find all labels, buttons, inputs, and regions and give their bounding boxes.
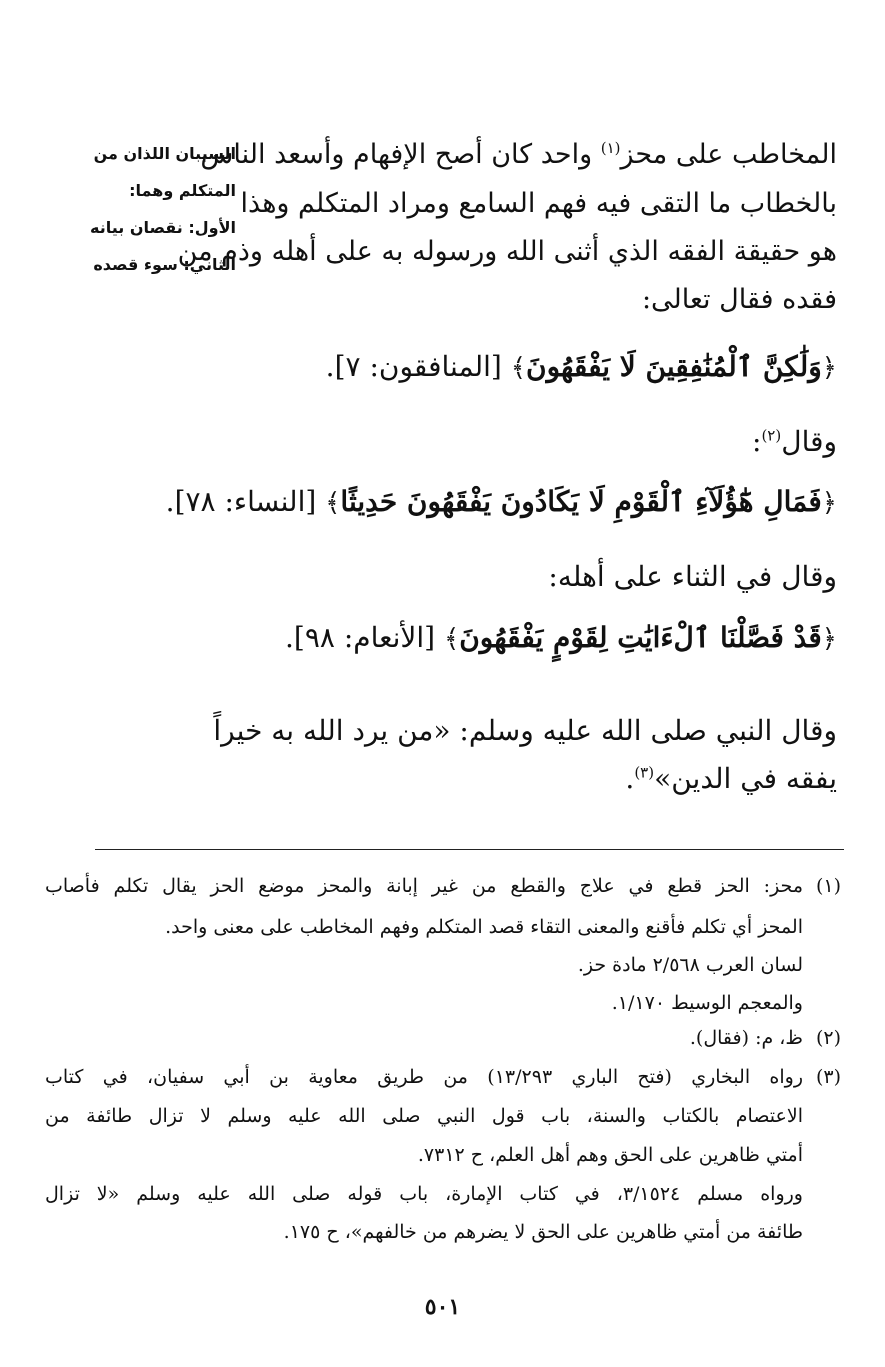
footnote-ref-1: (١) <box>600 139 621 157</box>
hadith-text: يفقه في الدين» <box>654 762 837 795</box>
verse-text: وَلَٰكِنَّ ٱلْمُنَٰفِقِينَ لَا يَفْقَهُونَ <box>526 350 822 383</box>
intro-line-3: وقال في الثناء على أهله: <box>548 560 837 593</box>
side-note-line-2: المتكلم وهما: <box>129 181 236 200</box>
footnote-1-line-3: لسان العرب ٢/٥٦٨ مادة حز. <box>577 954 803 976</box>
page-number: ٥٠١ <box>424 1294 461 1320</box>
footnote-1-line-1: محز: الحز قطع في علاج والقطع من غير إبانة والمحز موضع الحز يقال تكلم فأصاب <box>45 875 803 897</box>
footnote-number-2: (٢) <box>815 1027 841 1049</box>
quran-verse-3 <box>285 621 837 654</box>
paragraph-line-1 <box>200 139 837 170</box>
verse-open-bracket: ﴿ <box>821 624 837 654</box>
footnote-3-line-4: ورواه مسلم ٣/١٥٢٤، في كتاب الإمارة، باب قوله صلى الله عليه وسلم «لا تزال <box>45 1183 803 1205</box>
footnote-1-line-2: المحز أي تكلم فأقنع والمعنى التقاء قصد المتكلم وفهم المخاطب على معنى واحد. <box>165 916 803 938</box>
side-note-line-4: الثاني: سوء قصده <box>93 255 236 274</box>
side-note-line-3: الأول: نقصان بيانه <box>90 218 236 237</box>
intro-line-2 <box>752 425 837 458</box>
verse-reference: [الأنعام: ٩٨]. <box>285 621 444 654</box>
footnote-ref-3: (٣) <box>634 763 655 782</box>
intro-text: وقال <box>781 425 837 458</box>
footnote-separator <box>95 849 844 850</box>
verse-close-bracket: ﴾ <box>510 353 526 383</box>
footnote-3-line-3: أمتي ظاهرين على الحق وهم أهل العلم، ح ٧٣١٢. <box>417 1144 803 1166</box>
verse-close-bracket: ﴾ <box>325 488 341 518</box>
verse-open-bracket: ﴿ <box>821 353 837 383</box>
footnote-number-1: (١) <box>815 875 841 897</box>
quran-verse-2 <box>165 485 837 518</box>
paragraph-line-2: بالخطاب ما التقى فيه فهم السامع ومراد المتكلم وهذا <box>240 188 837 219</box>
footnote-ref-2: (٢) <box>761 426 782 445</box>
paragraph-line-3: هو حقيقة الفقه الذي أثنى الله ورسوله به على أهله وذم من <box>177 236 837 267</box>
paragraph-text: المخاطب على محز <box>620 139 837 170</box>
quran-verse-1 <box>325 350 837 383</box>
footnote-3-line-1: رواه البخاري (فتح الباري ١٣/٢٩٣) من طريق معاوية بن أبي سفيان، في كتاب <box>45 1066 804 1088</box>
verse-text: قَدْ فَصَّلْنَا ٱلْءَايَٰتِ لِقَوْمٍ يَفْقَهُونَ <box>459 621 822 654</box>
footnote-3-line-2: الاعتصام بالكتاب والسنة، باب قول النبي صلى الله عليه وسلم لا تزال طائفة من <box>45 1105 803 1127</box>
hadith-line-2 <box>625 762 837 795</box>
footnote-number-3: (٣) <box>815 1066 841 1088</box>
hadith-text: . <box>625 762 635 795</box>
verse-reference: [المنافقون: ٧]. <box>325 350 511 383</box>
verse-text: فَمَالِ هَٰٓؤُلَآءِ ٱلْقَوْمِ لَا يَكَادُونَ يَفْقَهُونَ حَدِيثًا <box>340 485 822 518</box>
footnote-1-line-4: والمعجم الوسيط ١/١٧٠. <box>611 992 803 1014</box>
footnote-3-line-5: طائفة من أمتي ظاهرين على الحق لا يضرهم من خالفهم»، ح ١٧٥. <box>283 1221 803 1243</box>
footnote-2-line-1: ظ، م: (فقال). <box>689 1027 803 1049</box>
paragraph-text: واحد كان أصح الإفهام وأسعد الناس <box>200 139 601 170</box>
hadith-line-1: وقال النبي صلى الله عليه وسلم: «من يرد الله به خيراً <box>213 714 837 747</box>
verse-reference: [النساء: ٧٨]. <box>165 485 326 518</box>
paragraph-line-4: فقده فقال تعالى: <box>641 284 837 315</box>
intro-text: : <box>752 425 762 458</box>
verse-close-bracket: ﴾ <box>444 624 460 654</box>
side-note-line-1: السببان اللذان من <box>93 144 236 163</box>
verse-open-bracket: ﴿ <box>821 488 837 518</box>
